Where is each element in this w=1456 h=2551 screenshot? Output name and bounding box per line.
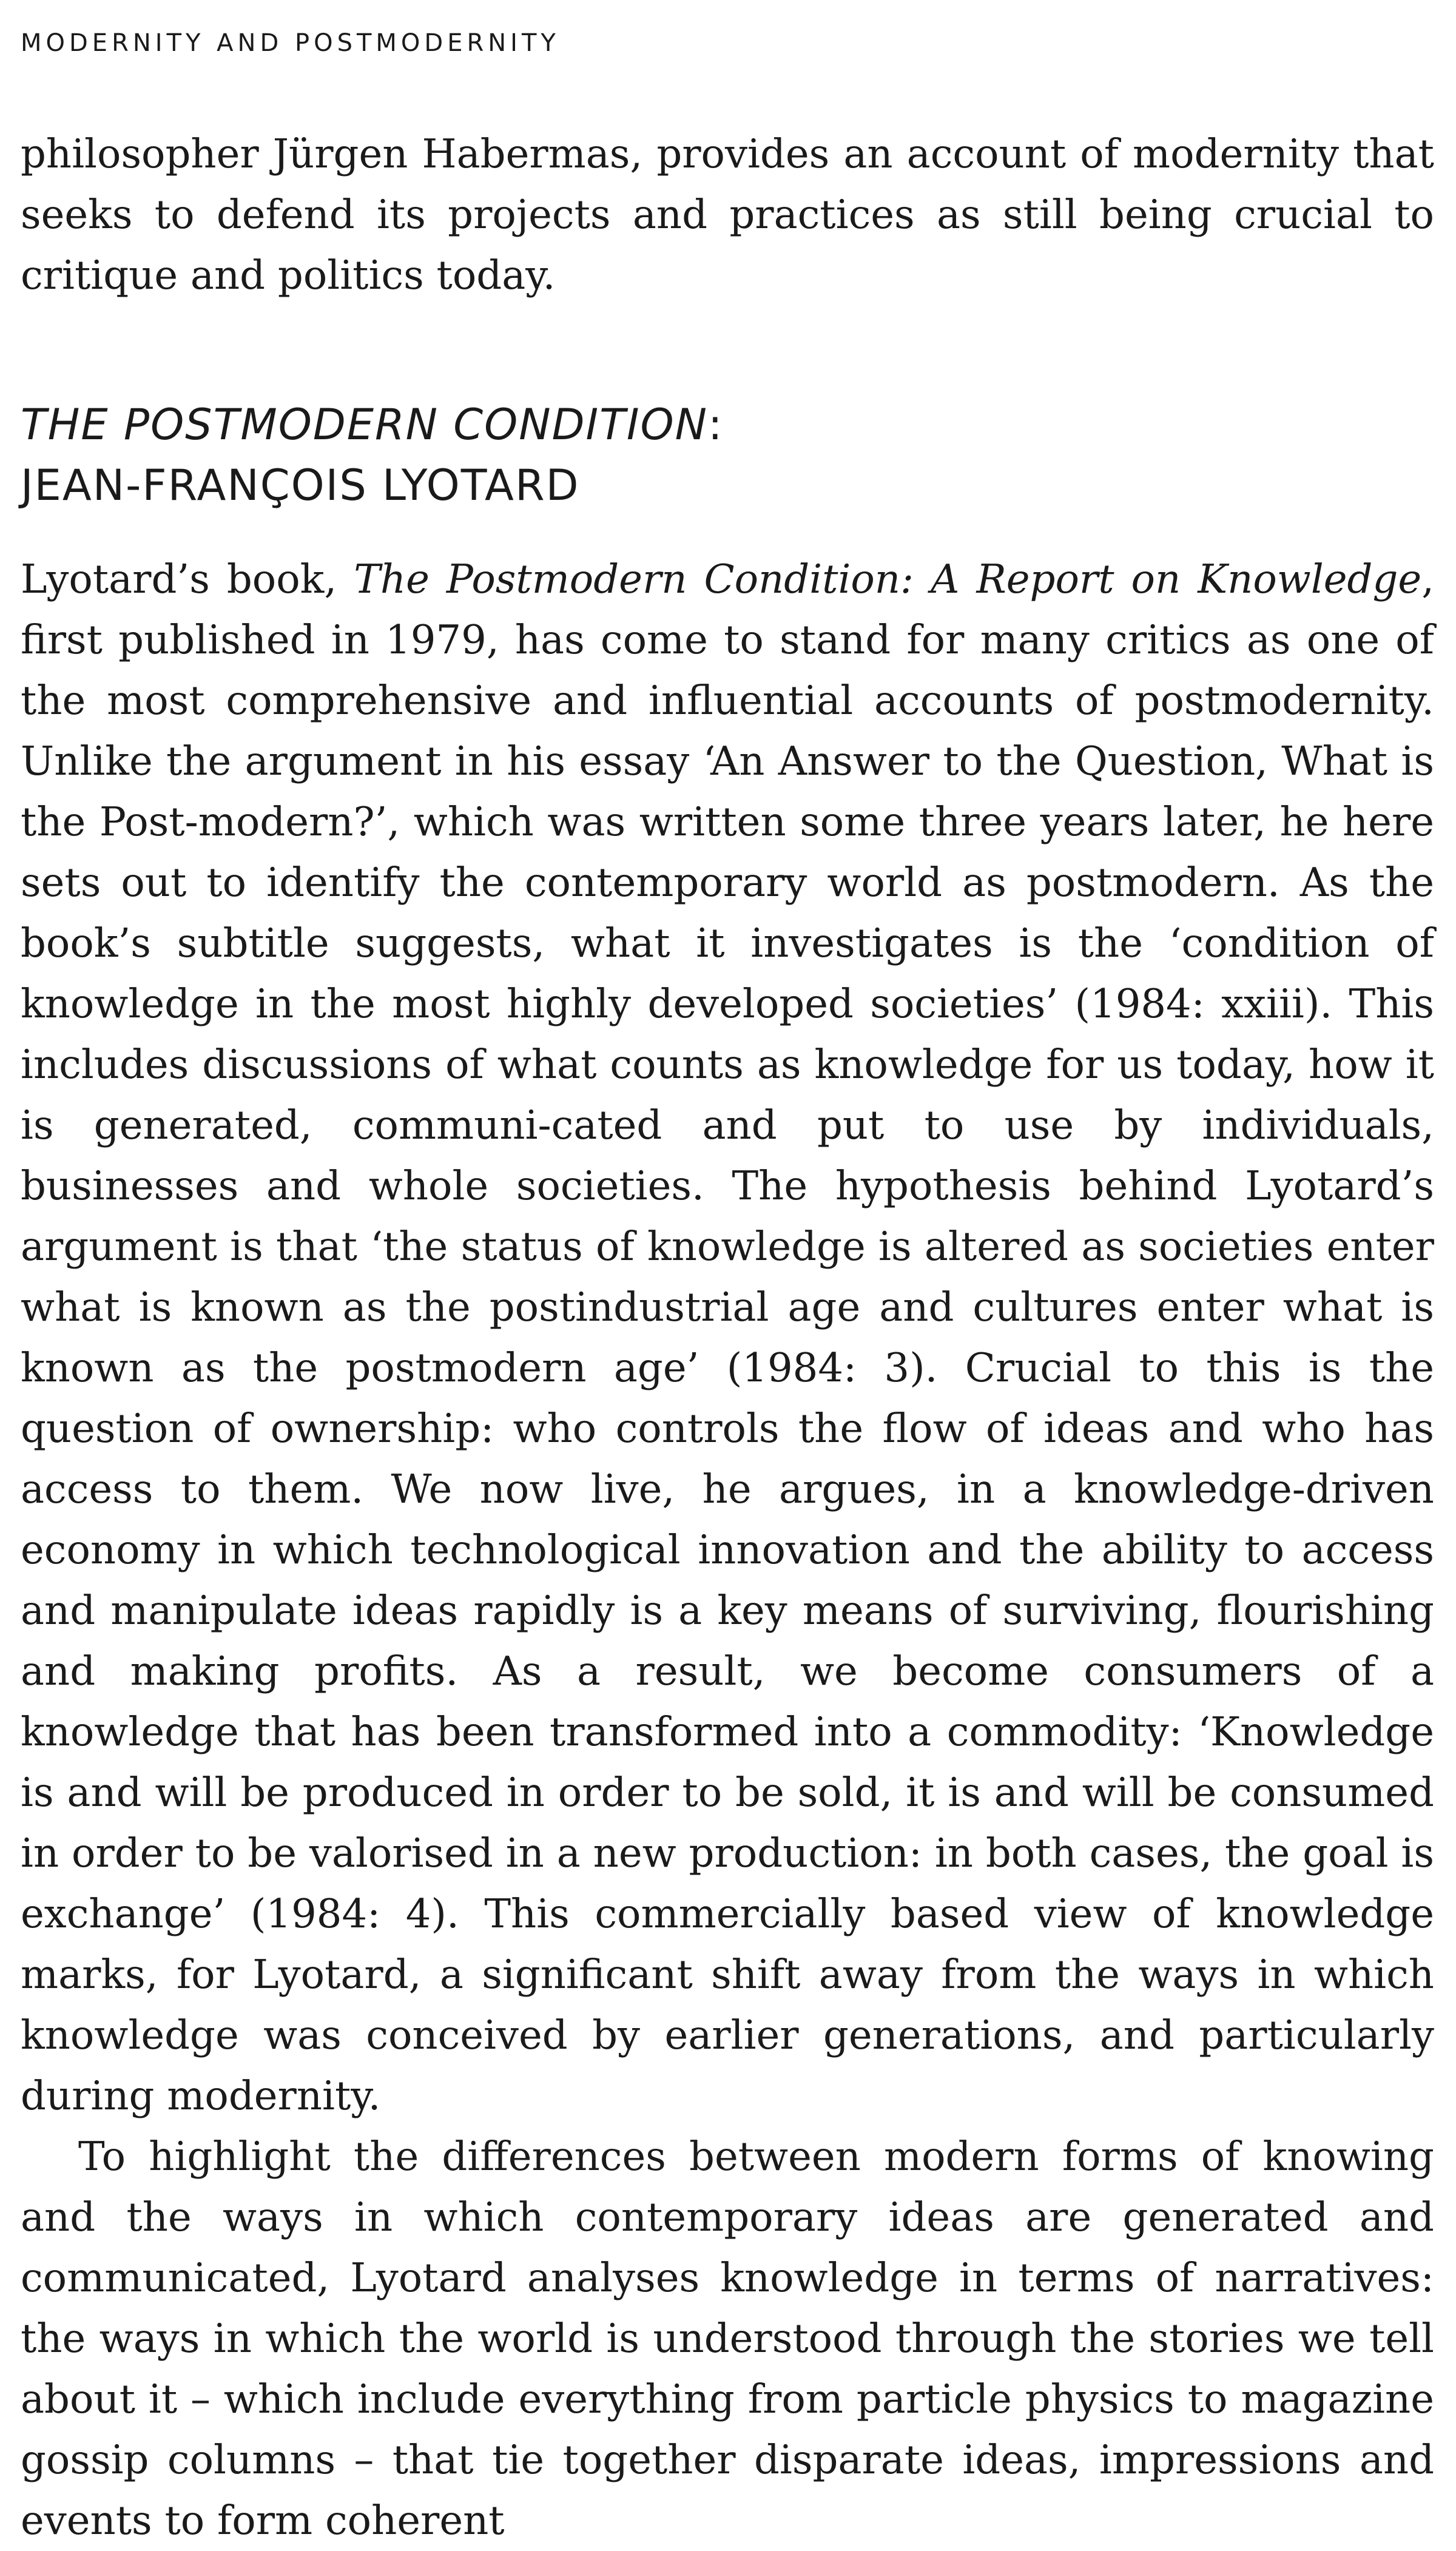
- paragraph-2: To highlight the differences between modern forms of knowing and the ways in which contemporary ideas are generated and communicated, Lyotard analyses knowledge in terms of narratives: the ways in which the world is understood through the stories we tell about it – which include everything from particle physics to magazine gossip columns – that tie together disparate ideas, impressions and events to form coherent: [21, 2134, 1434, 2544]
- running-head: MODERNITY AND POSTMODERNITY: [21, 29, 560, 57]
- paragraph-1-rest: , first published in 1979, has come to stand for many critics as one of the most comprehensive and influential accounts of postmodernity. Unlike the argument in his essay ‘An Answer to the Question, What is the Post-modern?’, which was written some three years later, he here sets out to identify the contemporary world as postmodern. As the book’s subtitle suggests, what it investigates is the ‘condition of knowledge in the most highly developed societies’ (1984: xxiii). This includes discussions of what counts as knowledge for us today, how it is generated, communi-cated and put to use by individuals, businesses and whole societies. The hypothesis behind Lyotard’s argument is that ‘the status of knowledge is altered as societies enter what is known as the postindustrial age and cultures enter what is known as the postmodern age’ (1984: 3). Crucial to this is the question of ownership: who controls the flow of ideas and who has access to them. We now live, he argues, in a knowledge-driven economy in which technological innovation and the ability to access and manipulate ideas rapidly is a key means of surviving, flourishing and making profits. As a result, we become consumers of a knowledge that has been transformed into a commodity: ‘Knowledge is and will be produced in order to be sold, it is and will be consumed in order to be valorised in a new production: in both cases, the goal is exchange’ (1984: 4). This commercially based view of knowledge marks, for Lyotard, a significant shift away from the ways in which knowledge was conceived by earlier generations, and particularly during modernity.: [21, 556, 1435, 2119]
- book-title: The Postmodern Condition: A Report on Knowledge: [354, 556, 1422, 602]
- heading-author: JEAN-FRANÇOIS LYOTARD: [21, 460, 580, 510]
- heading-colon: :: [708, 400, 724, 450]
- intro-paragraph: philosopher Jürgen Habermas, provides an account of modernity that seeks to defend its projects and practices as still being crucial to critique and politics today.: [21, 131, 1434, 298]
- heading-title: THE POSTMODERN CONDITION: [21, 400, 708, 450]
- section-body: [21, 549, 1434, 2551]
- section-heading: [21, 394, 724, 516]
- paragraph-1: [21, 549, 1434, 2126]
- paragraph-1-lead: Lyotard’s book,: [21, 556, 354, 602]
